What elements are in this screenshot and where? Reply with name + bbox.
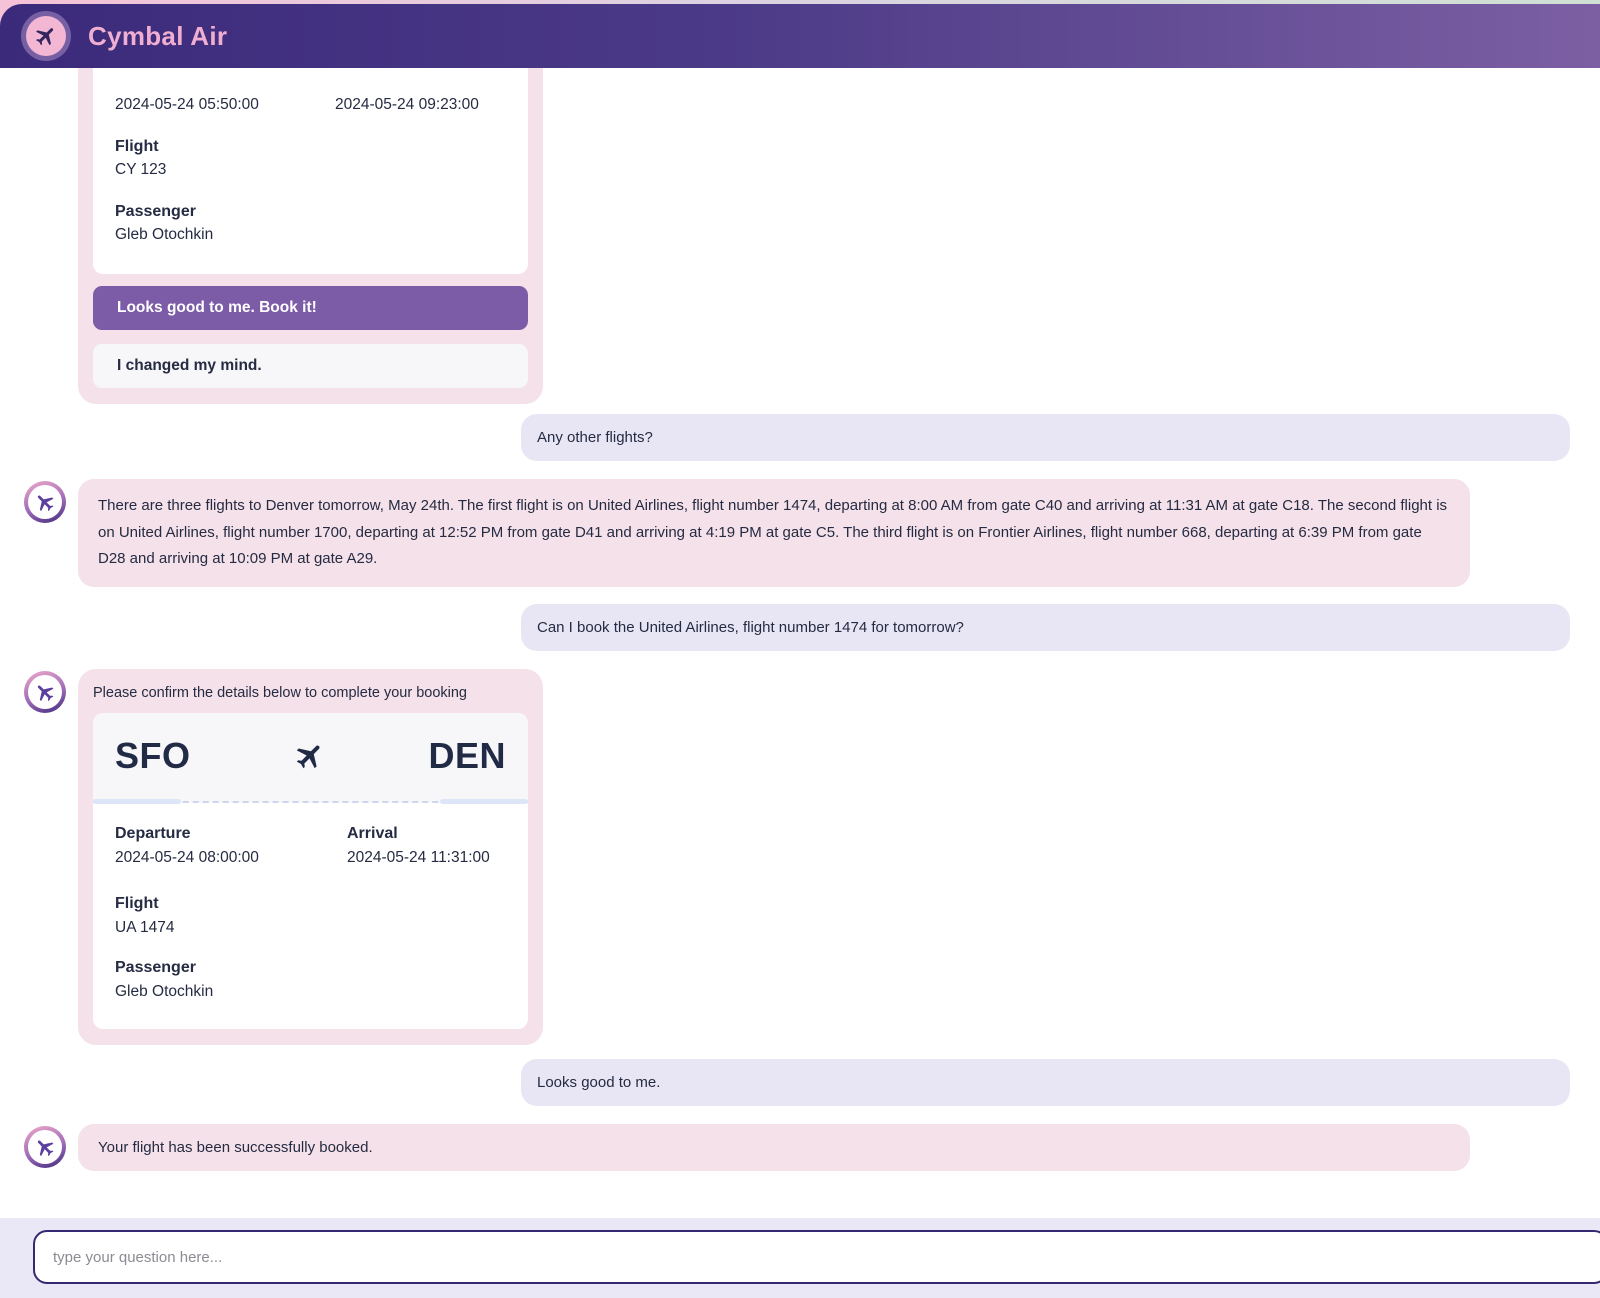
bot-message-row: [24, 479, 1570, 587]
bot-message: There are three flights to Denver tomorrow, May 24th. The first flight is on United Airlines, flight number 1474, departing at 8:00 AM from gate C40 and arriving at 11:31 AM at gate C18. The second flight is on United Airlines, flight number 1700, departing at 12:52 PM from gate D41 and arriving at 4:19 PM at gate C5. The third flight is on Frontier Airlines, flight number 668, departing at 6:39 PM from gate D28 and arriving at 10:09 PM at gate A29.: [78, 479, 1470, 587]
chat-input-bar: [0, 1218, 1600, 1298]
arrival-value: 2024-05-24 11:31:00: [347, 849, 490, 867]
offer-passenger-label: Passenger: [115, 203, 196, 220]
airplane-icon: [29, 1132, 60, 1163]
booking-prompt: Please confirm the details below to complete your booking: [93, 685, 467, 702]
passenger-label: Passenger: [115, 959, 196, 977]
question-input[interactable]: [33, 1230, 1600, 1284]
flight-value: UA 1474: [115, 919, 175, 937]
user-message: Looks good to me.: [521, 1059, 1570, 1106]
brand-logo: [26, 16, 66, 56]
bot-avatar: [24, 481, 66, 523]
destination-code: DEN: [428, 735, 506, 777]
bot-message: Your flight has been successfully booked.: [78, 1124, 1470, 1171]
airplane-icon: [29, 486, 60, 517]
bot-message-row: [24, 1124, 1570, 1171]
offer-flight-label: Flight: [115, 138, 159, 155]
user-message: Any other flights?: [521, 414, 1570, 461]
offer-passenger-value: Gleb Otochkin: [115, 226, 214, 243]
ticket-card: [93, 713, 528, 1029]
airplane-icon: [29, 677, 60, 708]
offer-departure-time: 2024-05-24 05:50:00: [115, 96, 259, 113]
departure-label: Departure: [115, 825, 191, 843]
ticket-route: [93, 713, 528, 803]
chat-area[interactable]: [0, 68, 1600, 1218]
ticket-notch: [440, 799, 528, 804]
airplane-icon: [287, 733, 332, 778]
user-message: Can I book the United Airlines, flight number 1474 for tomorrow?: [521, 604, 1570, 651]
offer-flight-value: CY 123: [115, 161, 167, 178]
bot-booking-row: [24, 669, 1570, 1045]
ticket-details: [93, 803, 528, 1029]
departure-value: 2024-05-24 08:00:00: [115, 849, 259, 867]
booking-confirmation-container: [78, 669, 543, 1045]
offer-arrival-time: 2024-05-24 09:23:00: [335, 96, 479, 113]
flight-offer-container: [78, 68, 543, 404]
bot-avatar: [24, 1126, 66, 1168]
ticket-notch: [93, 799, 181, 804]
app-title: Cymbal Air: [88, 20, 228, 51]
changed-mind-button[interactable]: I changed my mind.: [93, 344, 528, 388]
arrival-label: Arrival: [347, 825, 398, 843]
app-header: [0, 4, 1600, 68]
book-it-button[interactable]: Looks good to me. Book it!: [93, 286, 528, 330]
passenger-value: Gleb Otochkin: [115, 983, 214, 1001]
flight-offer-card: [93, 68, 528, 274]
origin-code: SFO: [115, 735, 191, 777]
flight-label: Flight: [115, 895, 159, 913]
airplane-icon: [29, 19, 63, 53]
bot-avatar: [24, 671, 66, 713]
